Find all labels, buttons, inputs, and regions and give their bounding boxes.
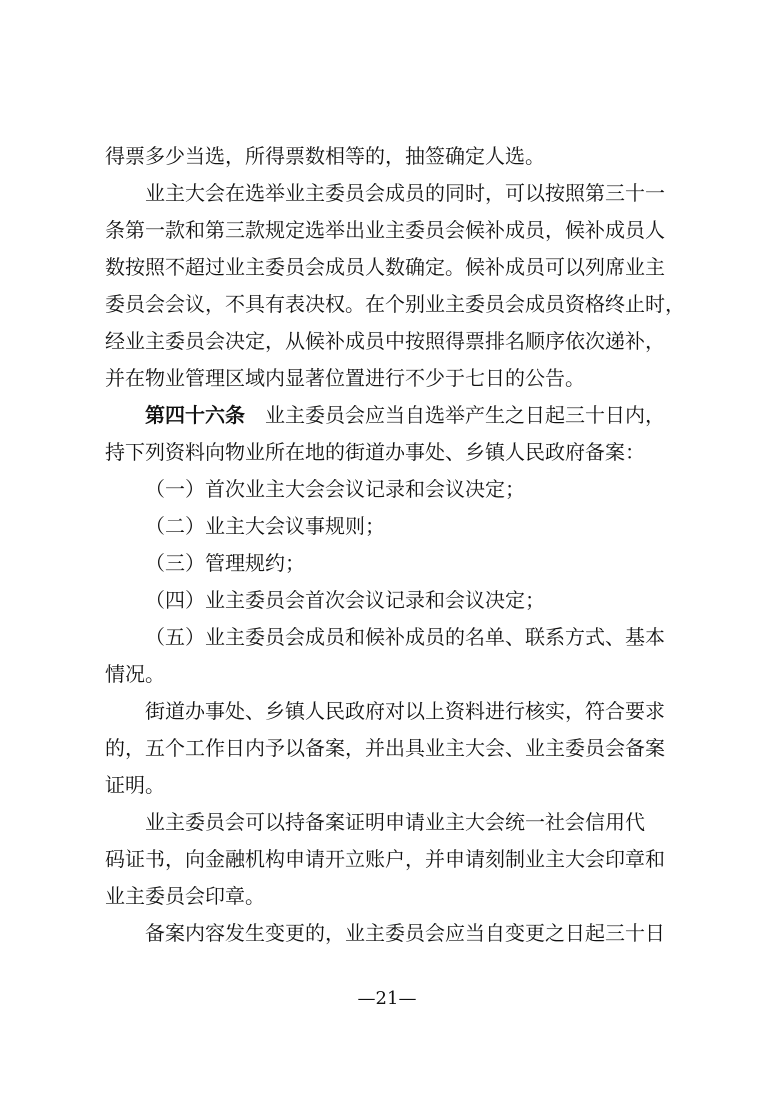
article-heading: 第四十六条 [145, 403, 245, 427]
paragraph-line: 委员会会议，不具有表决权。在个别业主委员会成员资格终止时， [105, 292, 685, 316]
paragraph-line: 街道办事处、乡镇人民政府对以上资料进行核实，符合要求 [145, 699, 665, 723]
paragraph-line: 数按照不超过业主委员会成员人数确定。候补成员可以列席业主 [105, 255, 665, 279]
document-body [105, 138, 685, 952]
paragraph-line: 码证书，向金融机构申请开立账户，并申请刻制业主大会印章和 [105, 847, 665, 871]
paragraph-line: 经业主委员会决定，从候补成员中按照得票排名顺序依次递补， [105, 329, 665, 353]
list-item: （四）业主委员会首次会议记录和会议决定； [145, 588, 545, 612]
paragraph-line: 情况。 [105, 662, 165, 686]
paragraph-line: 备案内容发生变更的，业主委员会应当自变更之日起三十日 [145, 921, 665, 945]
paragraph-line: 条第一款和第三款规定选举出业主委员会候补成员，候补成员人 [105, 218, 665, 242]
article-line [105, 397, 685, 434]
list-item: （五）业主委员会成员和候补成员的名单、联系方式、基本 [145, 625, 665, 649]
paragraph-line: 得票多少当选，所得票数相等的，抽签确定人选。 [105, 144, 545, 168]
paragraph-line: 并在物业管理区域内显著位置进行不少于七日的公告。 [105, 366, 585, 390]
list-item: （一）首次业主大会会议记录和会议决定； [145, 477, 525, 501]
paragraph-line: 业主委员会可以持备案证明申请业主大会统一社会信用代 [145, 810, 645, 834]
paragraph-line: 持下列资料向物业所在地的街道办事处、乡镇人民政府备案： [105, 440, 645, 464]
paragraph-line: 证明。 [105, 773, 165, 797]
list-item: （二）业主大会议事规则； [145, 514, 385, 538]
page-number: —21— [357, 988, 417, 1009]
paragraph-line: 的，五个工作日内予以备案，并出具业主大会、业主委员会备案 [105, 736, 665, 760]
paragraph-line: 业主大会在选举业主委员会成员的同时，可以按照第三十一 [145, 181, 665, 205]
list-item: （三）管理规约； [145, 551, 305, 575]
paragraph-line: 业主委员会印章。 [105, 884, 265, 908]
article-text: 业主委员会应当自选举产生之日起三十日内， [265, 403, 665, 427]
